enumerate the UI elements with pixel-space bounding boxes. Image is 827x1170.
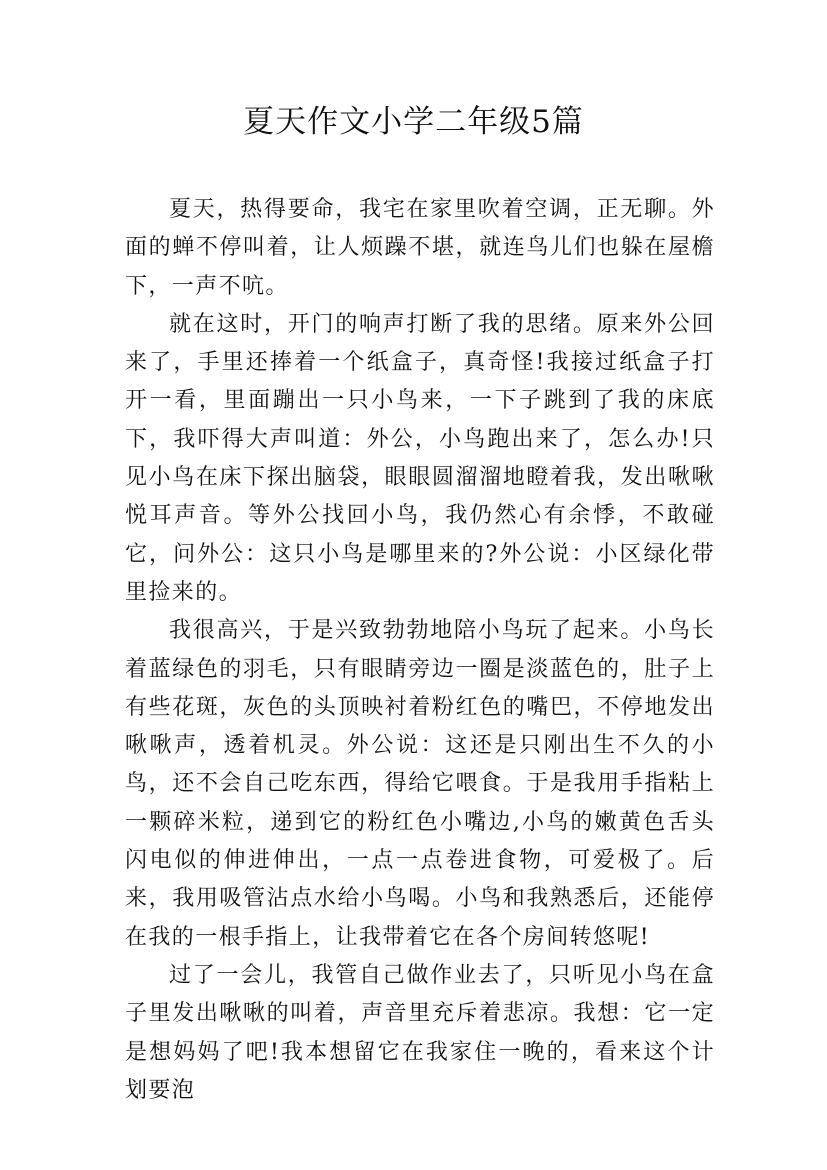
paragraph: 我很高兴，于是兴致勃勃地陪小鸟玩了起来。小鸟长着蓝绿色的羽毛，只有眼睛旁边一圈是淡蓝色的，肚子上有些花斑，灰色的头顶映衬着粉红色的嘴巴，不停地发出啾啾声，透着机灵。外公说：这还是只刚出生不久的小鸟，还不会自己吃东西，得给它喂食。于是我用手指粘上一颗碎米粒，递到它的粉红色小嘴边,小鸟的嫩黄色舌头闪电似的伸进伸出，一点一点卷进食物，可爱极了。后来，我用吸管沾点水给小鸟喝。小鸟和我熟悉后，还能停在我的一根手指上，让我带着它在各个房间转悠呢! <box>125 618 715 950</box>
document-title: 夏天作文小学二年级5篇 <box>243 104 584 140</box>
document-body <box>125 191 715 1110</box>
paragraph: 过了一会儿，我管自己做作业去了，只听见小鸟在盒子里发出啾啾的叫着，声音里充斥着悲凉。我想：它一定是想妈妈了吧!我本想留它在我家住一晚的，看来这个计划要泡 <box>125 962 715 1103</box>
paragraph: 夏天，热得要命，我宅在家里吹着空调，正无聊。外面的蝉不停叫着，让人烦躁不堪，就连鸟儿们也躲在屋檐下，一声不吭。 <box>125 197 715 299</box>
paragraph: 就在这时，开门的响声打断了我的思绪。原来外公回来了，手里还捧着一个纸盒子，真奇怪!我接过纸盒子打开一看，里面蹦出一只小鸟来，一下子跳到了我的床底下，我吓得大声叫道：外公，小鸟跑出来了，怎么办!只见小鸟在床下探出脑袋，眼眼圆溜溜地瞪着我，发出啾啾悦耳声音。等外公找回小鸟，我仍然心有余悸，不敢碰它，问外公：这只小鸟是哪里来的?外公说：小区绿化带里捡来的。 <box>125 311 715 605</box>
